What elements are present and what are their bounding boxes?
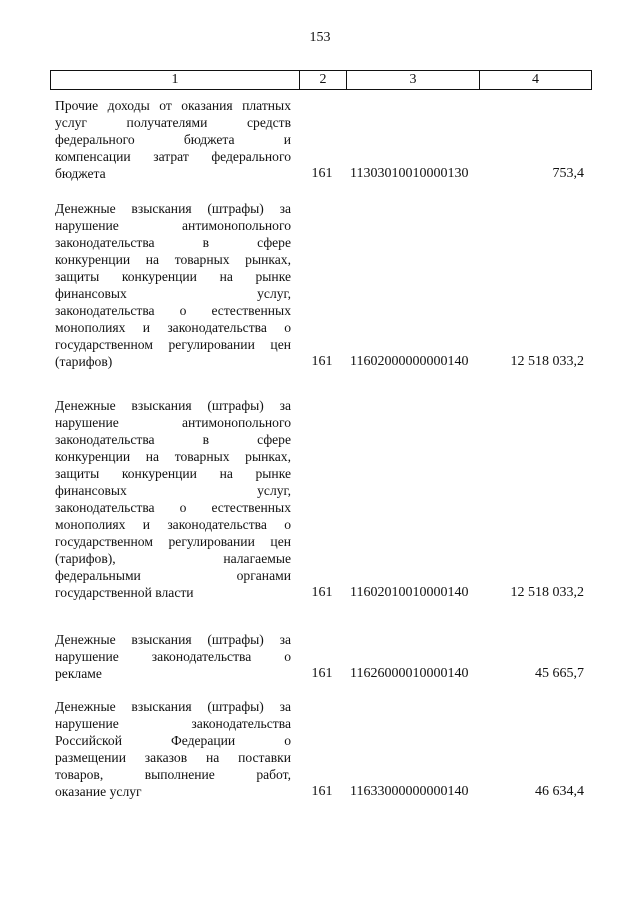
- row-kbk: 11602000000000140: [350, 354, 469, 369]
- description-line: нарушение законодательства: [55, 716, 291, 731]
- row-description: [55, 200, 291, 370]
- column-header-4: 4: [532, 72, 539, 87]
- row-kbk: 11303010010000130: [350, 166, 469, 181]
- description-line: государственной власти: [55, 585, 194, 600]
- row-amount: 12 518 033,2: [510, 354, 584, 369]
- description-line: оказание услуг: [55, 784, 142, 799]
- row-kbk: 11633000000000140: [350, 784, 469, 799]
- row-kbk: 11602010010000140: [350, 585, 469, 600]
- description-line: рекламе: [55, 666, 102, 681]
- row-amount: 753,4: [552, 166, 584, 181]
- column-header-2: 2: [319, 72, 327, 87]
- row-code: 161: [311, 784, 333, 799]
- description-line: конкуренции на товарных рынках,: [55, 252, 291, 267]
- description-line: размещении заказов на поставки: [55, 750, 291, 765]
- row-amount: 46 634,4: [535, 784, 584, 799]
- row-amount: 12 518 033,2: [510, 585, 584, 600]
- description-line: конкуренции на товарных рынках,: [55, 449, 291, 464]
- description-line: законодательства в сфере: [55, 432, 291, 447]
- row-code: 161: [311, 354, 333, 369]
- description-line: Российской Федерации о: [55, 733, 291, 748]
- description-line: государственном регулировании цен: [55, 534, 291, 549]
- description-line: услуг получателями средств: [55, 115, 291, 130]
- description-line: компенсации затрат федерального: [55, 149, 291, 164]
- row-code: 161: [311, 166, 333, 181]
- column-header-1: 1: [171, 72, 179, 87]
- row-description: [55, 631, 291, 682]
- description-line: нарушение законодательства о: [55, 649, 291, 664]
- description-line: федерального бюджета и: [55, 132, 291, 147]
- description-line: бюджета: [55, 166, 106, 181]
- description-line: законодательства о естественных: [55, 303, 291, 318]
- description-line: государственном регулировании цен: [55, 337, 291, 352]
- description-line: законодательства в сфере: [55, 235, 291, 250]
- description-line: Денежные взыскания (штрафы) за: [55, 699, 291, 714]
- row-code: 161: [311, 666, 333, 681]
- row-description: [55, 97, 291, 182]
- row-amount: 45 665,7: [535, 666, 584, 681]
- description-line: защиты конкуренции на рынке: [55, 466, 291, 481]
- description-line: финансовых услуг,: [55, 483, 291, 498]
- description-line: Денежные взыскания (штрафы) за: [55, 201, 291, 216]
- row-description: [55, 698, 291, 800]
- description-line: финансовых услуг,: [55, 286, 291, 301]
- description-line: нарушение антимонопольного: [55, 415, 291, 430]
- description-line: Прочие доходы от оказания платных: [55, 98, 291, 113]
- page-number: 153: [309, 30, 331, 45]
- row-code: 161: [311, 585, 333, 600]
- row-kbk: 11626000010000140: [350, 666, 469, 681]
- description-line: монополиях и законодательства о: [55, 517, 291, 532]
- description-line: нарушение антимонопольного: [55, 218, 291, 233]
- row-description: [55, 397, 291, 601]
- description-line: (тарифов): [55, 354, 113, 369]
- table-header: [50, 70, 592, 90]
- description-line: федеральными органами: [55, 568, 291, 583]
- column-header-3: 3: [409, 72, 417, 87]
- description-line: монополиях и законодательства о: [55, 320, 291, 335]
- description-line: защиты конкуренции на рынке: [55, 269, 291, 284]
- description-line: законодательства о естественных: [55, 500, 291, 515]
- description-line: Денежные взыскания (штрафы) за: [55, 398, 291, 413]
- description-line: Денежные взыскания (штрафы) за: [55, 632, 291, 647]
- description-line: (тарифов), налагаемые: [55, 551, 291, 566]
- description-line: товаров, выполнение работ,: [55, 767, 291, 782]
